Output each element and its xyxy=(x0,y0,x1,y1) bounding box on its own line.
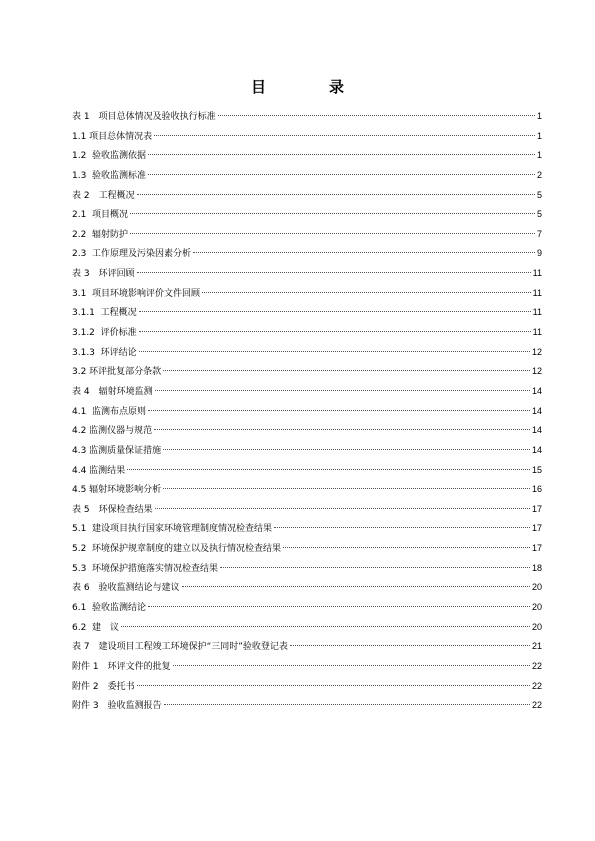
toc-entry[interactable] xyxy=(72,284,542,304)
toc-entry-label: 3.1.3 环评结论 xyxy=(72,347,137,358)
toc-entry-label: 4.5 辐射环境影响分析 xyxy=(72,485,162,496)
toc-entry[interactable] xyxy=(72,146,542,166)
toc-page-number: 18 xyxy=(531,562,542,573)
toc-entry[interactable] xyxy=(72,244,542,264)
toc-entry-label: 6.2 建 议 xyxy=(72,622,120,633)
toc-entry-label: 5.3 环境保护措施落实情况检查结果 xyxy=(72,563,219,574)
toc-page-number: 17 xyxy=(531,503,542,514)
toc-entry-label: 3.1.2 评价标准 xyxy=(72,328,137,339)
toc-dot-leader xyxy=(139,351,530,352)
toc-entry-label: 4.2 监测仪器与规范 xyxy=(72,426,153,437)
toc-dot-leader xyxy=(130,213,535,214)
toc-entry-label: 表 5 环保检查结果 xyxy=(72,504,153,515)
toc-entry-label: 2.1 项目概况 xyxy=(72,210,129,221)
toc-entry[interactable] xyxy=(72,500,542,520)
toc-page-number: 20 xyxy=(531,602,542,613)
toc-entry-label: 4.1 监测布点原则 xyxy=(72,406,147,417)
toc-entry[interactable] xyxy=(72,362,542,382)
toc-page-number: 22 xyxy=(531,700,542,711)
toc-entry[interactable] xyxy=(72,578,542,598)
toc-dot-leader xyxy=(155,508,530,509)
toc-page-number: 11 xyxy=(532,327,542,338)
toc-entry-label: 5.1 建设项目执行国家环境管理制度情况检查结果 xyxy=(72,524,273,535)
toc-entry[interactable] xyxy=(72,303,542,323)
toc-entry-label: 4.3 监测质量保证措施 xyxy=(72,445,162,456)
toc-page-number: 1 xyxy=(536,111,542,121)
toc-entry[interactable] xyxy=(72,677,542,697)
toc-entry[interactable] xyxy=(72,343,542,363)
toc-entry[interactable] xyxy=(72,598,542,618)
toc-entry[interactable] xyxy=(72,539,542,559)
toc-entry-label: 5.2 环境保护规章制度的建立以及执行情况检查结果 xyxy=(72,544,282,555)
toc-dot-leader xyxy=(127,469,530,470)
toc-page-number: 7 xyxy=(536,228,542,239)
toc-entry-label: 表 6 验收监测结论与建议 xyxy=(72,583,180,594)
toc-dot-leader xyxy=(137,272,531,273)
toc-page-number: 21 xyxy=(531,641,542,652)
toc-page-number: 5 xyxy=(536,209,542,220)
toc-dot-leader xyxy=(130,233,535,234)
toc-dot-leader xyxy=(283,547,530,548)
toc-entry[interactable] xyxy=(72,107,542,127)
toc-page-number: 12 xyxy=(531,346,542,357)
toc-entry-label: 3.1 项目环境影响评价文件回顾 xyxy=(72,288,201,299)
toc-entry[interactable] xyxy=(72,441,542,461)
toc-entry-label: 附件 3 验收监测报告 xyxy=(72,701,162,712)
toc-entry[interactable] xyxy=(72,225,542,245)
toc-page-number: 11 xyxy=(532,307,542,318)
toc-dot-leader xyxy=(193,252,535,253)
table-of-contents xyxy=(72,107,542,716)
toc-entry-label: 附件 2 委托书 xyxy=(72,681,135,692)
toc-entry-label: 表 7 建设项目工程竣工环境保护“三同时”验收登记表 xyxy=(72,642,288,653)
toc-page-number: 14 xyxy=(531,385,542,396)
toc-entry-label: 1.1 项目总体情况表 xyxy=(72,131,153,142)
toc-page-number: 1 xyxy=(536,150,542,161)
toc-entry-label: 6.1 验收监测结论 xyxy=(72,603,147,614)
toc-dot-leader xyxy=(290,645,530,646)
toc-page-number: 22 xyxy=(531,660,542,671)
toc-entry[interactable] xyxy=(72,127,542,147)
toc-dot-leader xyxy=(164,704,530,705)
toc-page-number: 14 xyxy=(531,405,542,416)
toc-entry-label: 2.2 辐射防护 xyxy=(72,229,129,240)
toc-entry[interactable] xyxy=(72,637,542,657)
toc-entry[interactable] xyxy=(72,480,542,500)
toc-entry-label: 3.1.1 工程概况 xyxy=(72,308,137,319)
toc-dot-leader xyxy=(163,449,530,450)
toc-page-number: 1 xyxy=(536,130,542,141)
toc-page-number: 11 xyxy=(532,287,542,298)
toc-page-number: 22 xyxy=(531,680,542,691)
toc-entry[interactable] xyxy=(72,186,542,206)
toc-dot-leader xyxy=(163,370,530,371)
toc-dot-leader xyxy=(148,154,535,155)
toc-dot-leader xyxy=(202,292,531,293)
toc-entry[interactable] xyxy=(72,166,542,186)
toc-page-number: 20 xyxy=(531,621,542,632)
toc-dot-leader xyxy=(121,626,530,627)
toc-dot-leader xyxy=(154,429,530,430)
toc-dot-leader xyxy=(182,586,530,587)
toc-entry[interactable] xyxy=(72,461,542,481)
toc-page-number: 14 xyxy=(531,444,542,455)
toc-dot-leader xyxy=(274,527,530,528)
toc-entry-label: 附件 1 环评文件的批复 xyxy=(72,661,171,672)
toc-dot-leader xyxy=(148,606,530,607)
toc-entry-label: 表 2 工程概况 xyxy=(72,190,135,201)
toc-entry[interactable] xyxy=(72,264,542,284)
toc-dot-leader xyxy=(137,685,530,686)
toc-entry-label: 2.3 工作原理及污染因素分析 xyxy=(72,249,192,260)
toc-page-number: 9 xyxy=(536,248,542,259)
toc-dot-leader xyxy=(139,331,531,332)
toc-entry[interactable] xyxy=(72,205,542,225)
toc-page-number: 17 xyxy=(531,543,542,554)
toc-page-number: 2 xyxy=(536,169,542,180)
toc-entry-label: 表 4 辐射环境监测 xyxy=(72,386,153,397)
toc-dot-leader xyxy=(137,194,535,195)
toc-entry-label: 4.4 监测结果 xyxy=(72,465,126,476)
toc-page-number: 17 xyxy=(531,523,542,534)
toc-entry[interactable] xyxy=(72,421,542,441)
toc-page-number: 16 xyxy=(531,484,542,495)
toc-entry[interactable] xyxy=(72,382,542,402)
toc-dot-leader xyxy=(155,390,530,391)
toc-entry-label: 1.3 验收监测标准 xyxy=(72,170,147,181)
toc-entry[interactable] xyxy=(72,696,542,716)
toc-entry[interactable] xyxy=(72,519,542,539)
toc-entry[interactable] xyxy=(72,559,542,579)
toc-entry-label: 表 1 项目总体情况及验收执行标准 xyxy=(72,112,216,122)
toc-page-number: 20 xyxy=(531,582,542,593)
toc-dot-leader xyxy=(218,115,535,116)
toc-entry[interactable] xyxy=(72,618,542,638)
toc-page-number: 14 xyxy=(531,425,542,436)
toc-entry-label: 1.2 验收监测依据 xyxy=(72,151,147,162)
toc-dot-leader xyxy=(148,410,530,411)
toc-entry-label: 表 3 环评回顾 xyxy=(72,269,135,280)
toc-dot-leader xyxy=(163,488,530,489)
toc-entry[interactable] xyxy=(72,323,542,343)
toc-page-number: 15 xyxy=(531,464,542,475)
toc-page-number: 11 xyxy=(532,268,542,279)
toc-dot-leader xyxy=(173,665,530,666)
toc-entry[interactable] xyxy=(72,657,542,677)
toc-entry-label: 3.2 环评批复部分条款 xyxy=(72,367,162,378)
toc-entry[interactable] xyxy=(72,402,542,422)
page-title: 目 录 xyxy=(250,78,368,96)
toc-dot-leader xyxy=(220,567,530,568)
toc-dot-leader xyxy=(154,135,535,136)
toc-page-number: 5 xyxy=(536,189,542,200)
toc-page-number: 12 xyxy=(531,366,542,377)
toc-dot-leader xyxy=(139,311,531,312)
toc-dot-leader xyxy=(148,174,535,175)
